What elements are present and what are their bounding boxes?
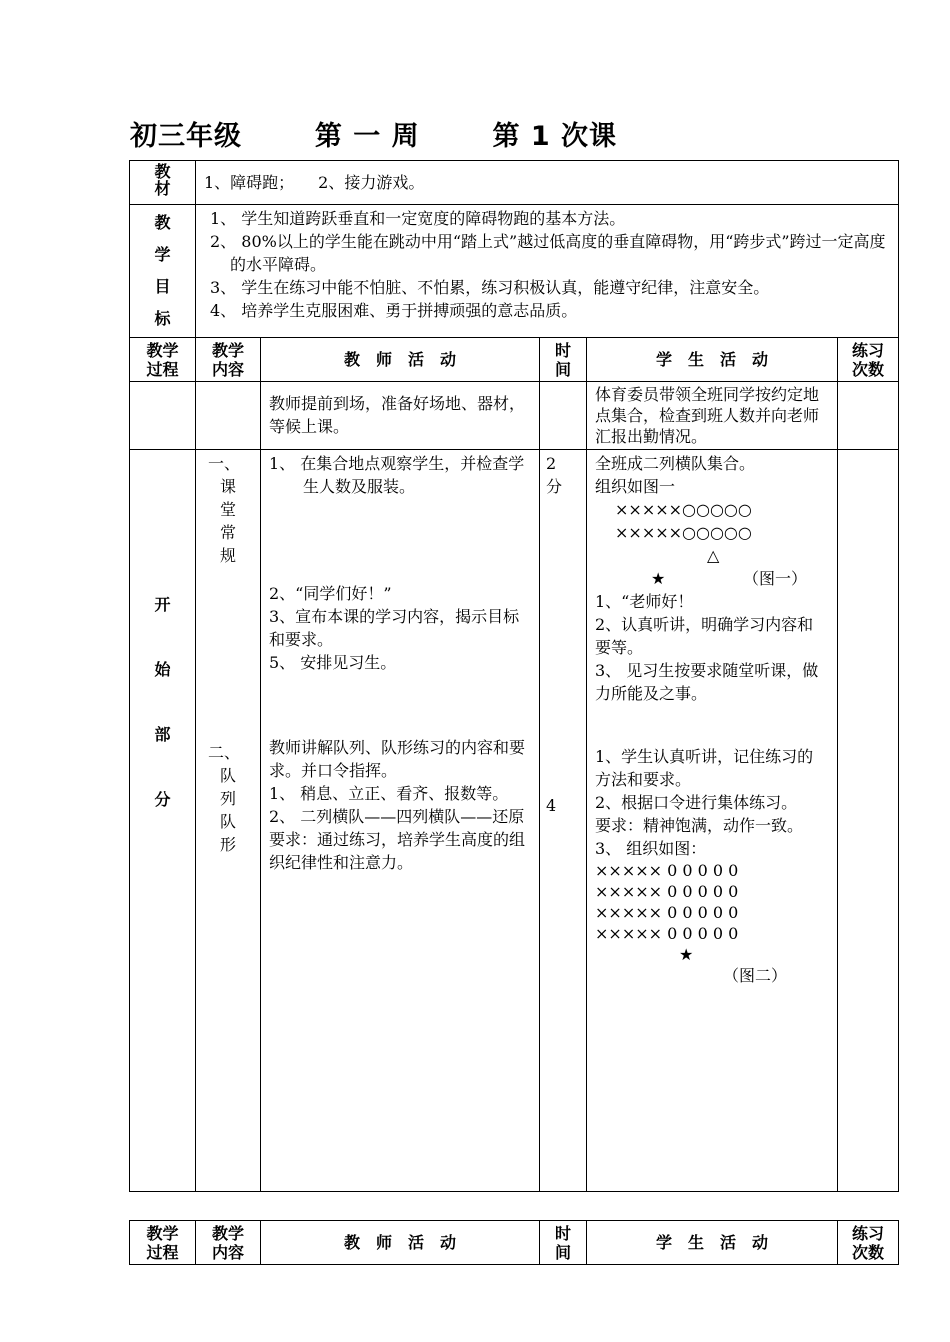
- header-content: 教学 内容: [196, 338, 261, 382]
- time-routine: 2 分: [546, 454, 563, 496]
- prep-time-cell: [540, 382, 587, 450]
- goal-item: 3、 学生在练习中能不怕脏、不怕累，练习积极认真，能遵守纪律，注意安全。: [210, 278, 770, 297]
- teacher-step: 教师讲解队列、队形练习的内容和要求。并口令指挥。: [269, 738, 526, 780]
- teacher-step: 3、宣布本课的学习内容，揭示目标和要求。: [269, 607, 520, 649]
- header-process: 教学 过程: [130, 338, 196, 382]
- figure-caption: （图二）: [723, 966, 788, 985]
- prep-row: [130, 382, 899, 450]
- goals-label: 教 学 目 标: [130, 205, 196, 338]
- start-count-cell: [838, 450, 899, 1192]
- teacher-step: 5、 安排见习生。: [269, 653, 397, 672]
- teacher-step: 2、“同学们好！”: [269, 584, 392, 603]
- teacher-step: 2、 二列横队——四列横队——还原: [269, 807, 525, 826]
- header-content: 教学 内容: [196, 1221, 261, 1265]
- material-row: [130, 161, 899, 205]
- header-student: 学 生 活 动: [587, 1221, 838, 1265]
- student-step: 3、 见习生按要求随堂听课，做力所能及之事。: [595, 661, 819, 703]
- continuation-header-table: [129, 1220, 899, 1265]
- goal-item: 4、 培养学生克服困难、勇于拼搏顽强的意志品质。: [210, 301, 578, 320]
- start-section-row: [130, 450, 899, 1192]
- title-lesson: 第 1 次课: [492, 121, 618, 152]
- title-grade: 初三年级: [130, 121, 242, 152]
- student-step: 组织如图一: [595, 477, 676, 496]
- figure-caption: （图一）: [743, 569, 808, 588]
- student-step: 1、学生认真听讲，记住练习的方法和要求。: [595, 747, 814, 789]
- student-step: 1、“老师好！: [595, 592, 694, 611]
- page-title: [130, 114, 617, 153]
- header-count: 练习 次数: [838, 1221, 899, 1265]
- start-content-cell: [196, 450, 261, 1192]
- header-teacher: 教 师 活 动: [261, 338, 540, 382]
- formation-diagram-1: ×××××○○○○○ ×××××○○○○○ △ ★ （图一）: [615, 500, 808, 588]
- header-teacher: 教 师 活 动: [261, 1221, 540, 1265]
- column-header-row: [130, 1221, 899, 1265]
- teacher-step: 1、 稍息、立正、看齐、报数等。: [269, 784, 509, 803]
- start-teacher-cell: [261, 450, 540, 1192]
- header-process: 教学 过程: [130, 1221, 196, 1265]
- lesson-plan-table: [129, 160, 899, 1192]
- prep-count-cell: [838, 382, 899, 450]
- material-text: 1、障碍跑； 2、接力游戏。: [196, 161, 899, 205]
- content-routine: 一、 课 堂 常 规: [208, 454, 241, 565]
- header-student: 学 生 活 动: [587, 338, 838, 382]
- goal-item: 2、 80%以上的学生能在跳动中用“踏上式”越过低高度的垂直障碍物，用“跨步式”跨过一定高度的水平障碍。: [210, 232, 886, 274]
- student-step: 2、认真听讲，明确学习内容和要等。: [595, 615, 814, 657]
- start-student-cell: [587, 450, 838, 1192]
- header-count: 练习 次数: [838, 338, 899, 382]
- material-label: 教 材: [130, 161, 196, 205]
- teacher-step: 1、 在集合地点观察学生，并检查学生人数及服装。: [269, 454, 525, 496]
- prep-teacher-text: 教师提前到场，准备好场地、器材，等候上课。: [261, 382, 540, 450]
- prep-process-cell: [130, 382, 196, 450]
- teacher-step: 要求：通过练习，培养学生高度的组织纪律性和注意力。: [269, 830, 526, 872]
- time-formation: 4: [546, 796, 557, 815]
- student-step: 全班成二列横队集合。: [595, 454, 756, 473]
- goals-list: [196, 205, 899, 338]
- prep-content-cell: [196, 382, 261, 450]
- column-header-row: [130, 338, 899, 382]
- teacher-star-icon: ★: [651, 569, 666, 588]
- student-step: 要求：精神饱满，动作一致。: [595, 816, 804, 835]
- prep-student-text: 体育委员带领全班同学按约定地点集合，检查到班人数并向老师汇报出勤情况。: [587, 382, 838, 450]
- goals-row: [130, 205, 899, 338]
- header-time: 时 间: [540, 338, 587, 382]
- teacher-star-icon: ★: [679, 945, 694, 964]
- start-time-cell: [540, 450, 587, 1192]
- start-section-label: 开 始 部 分: [130, 450, 196, 1192]
- formation-diagram-2: ××××× 0 0 0 0 0 ××××× 0 0 0 0 0 ××××× 0 0 0 0 0 ××××× 0 0 0 0 0 ★ （图二）: [595, 860, 829, 986]
- content-formation: 二、 队 列 队 形: [208, 743, 241, 854]
- student-step: 2、根据口令进行集体练习。: [595, 793, 798, 812]
- title-week: 第 一 周: [314, 121, 420, 152]
- student-step: 3、 组织如图：: [595, 839, 707, 858]
- header-time: 时 间: [540, 1221, 587, 1265]
- goal-item: 1、 学生知道跨跃垂直和一定宽度的障碍物跑的基本方法。: [210, 209, 626, 228]
